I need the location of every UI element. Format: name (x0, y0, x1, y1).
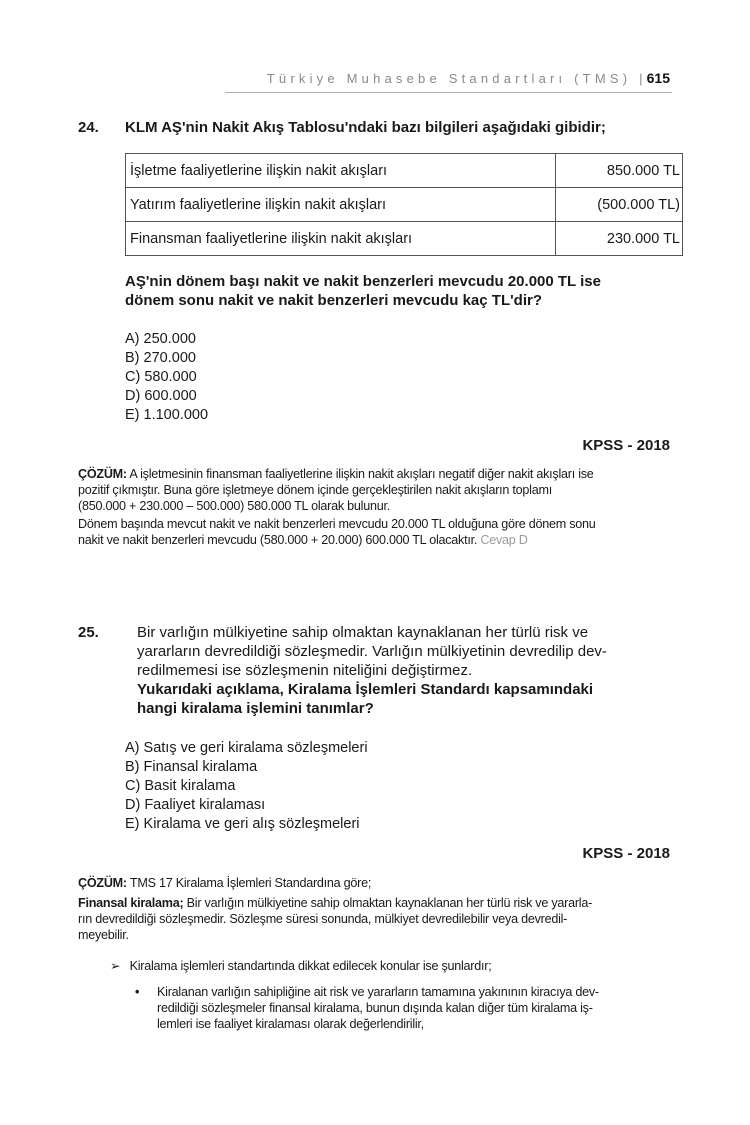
table-cell-value: 850.000 TL (556, 154, 683, 188)
solution-line: Bir varlığın mülkiyetine sahip olmaktan kaynaklanan her türlü risk ve yararla- (183, 896, 593, 910)
question-24-prompt-line-2: dönem sonu nakit ve nakit benzerleri mevcudu kaç TL'dir? (125, 292, 543, 309)
bullet-line: redildiği sözleşmeler finansal kiralama, bunun dışında kalan diğer tüm kiralama iş- (157, 1001, 593, 1015)
question-24-source: KPSS - 2018 (582, 437, 670, 454)
cash-flow-table (125, 153, 683, 256)
solution-line: (850.000 + 230.000 – 500.000) 580.000 TL olarak bulunur. (78, 499, 390, 513)
header-rule (225, 92, 672, 93)
table-cell-label: Yatırım faaliyetlerine ilişkin nakit akışları (126, 188, 556, 222)
solution-line: nakit ve nakit benzerleri mevcudu (580.000 + 20.000) 600.000 TL olacaktır. (78, 533, 478, 547)
option-e: E) Kiralama ve geri alış sözleşmeleri (125, 816, 360, 832)
bullet-line: Kiralanan varlığın sahipliğine ait risk ve yararların tamamına yakınının kiracıya dev- (157, 985, 599, 999)
question-25-number: 25. (78, 624, 99, 641)
answer-label: Cevap D (480, 533, 528, 547)
bullet-point (135, 984, 670, 1032)
page-number: 615 (646, 70, 670, 86)
table-cell-label: İşletme faaliyetlerine ilişkin nakit akışları (126, 154, 556, 188)
solution-label: ÇÖZÜM: (78, 876, 127, 890)
option-b: B) Finansal kiralama (125, 759, 258, 775)
question-25-stem-line-1: Bir varlığın mülkiyetine sahip olmaktan kaynaklanan her türlü risk ve (137, 624, 589, 641)
solution-line: TMS 17 Kiralama İşlemleri Standardına göre; (126, 876, 372, 890)
option-d: D) 600.000 (125, 388, 197, 404)
arrow-bullet-icon: ➢ (110, 959, 121, 973)
question-25-stem-line-2: yararların devredildiği sözleşmedir. Varlığın mülkiyetinin devredilip dev- (137, 643, 607, 660)
financial-leasing-label: Finansal kiralama; (78, 896, 184, 910)
question-24-solution (78, 466, 670, 548)
table-row (126, 154, 683, 188)
option-a: A) 250.000 (125, 331, 196, 347)
arrow-point (110, 958, 670, 974)
running-title: Türkiye Muhasebe Standartları (TMS) (266, 71, 632, 86)
option-c: C) Basit kiralama (125, 778, 236, 794)
header-separator: | (639, 71, 647, 86)
question-25-prompt-line-2: hangi kiralama işlemini tanımlar? (137, 700, 374, 717)
option-a: A) Satış ve geri kiralama sözleşmeleri (125, 740, 368, 756)
question-25-options (125, 739, 368, 834)
solution-line: rın devredildiği sözleşmedir. Sözleşme süresi sonunda, mülkiyet devredilebilir veya devredil- (78, 912, 568, 926)
table-cell-value: 230.000 TL (556, 222, 683, 256)
option-e: E) 1.100.000 (125, 407, 209, 423)
solution-line: Dönem başında mevcut nakit ve nakit benzerleri mevcudu 20.000 TL olduğuna göre dönem sonu (78, 517, 596, 531)
question-24-stem: KLM AŞ'nin Nakit Akış Tablosu'ndaki bazı bilgileri aşağıdaki gibidir; (125, 119, 606, 136)
arrow-point-text: Kiralama işlemleri standartında dikkat edilecek konular ise şunlardır; (129, 959, 492, 973)
bullet-icon: • (135, 985, 140, 999)
question-24-prompt-line-1: AŞ'nin dönem başı nakit ve nakit benzerleri mevcudu 20.000 TL ise (125, 273, 601, 290)
bullet-line: lemleri ise faaliyet kiralaması olarak değerlendirilir, (157, 1017, 424, 1031)
table-cell-label: Finansman faaliyetlerine ilişkin nakit akışları (126, 222, 556, 256)
question-25-solution (78, 875, 670, 943)
table-row (126, 188, 683, 222)
option-d: D) Faaliyet kiralaması (125, 797, 266, 813)
solution-line: A işletmesinin finansman faaliyetlerine ilişkin nakit akışları negatif diğer nakit akışları ise (126, 467, 594, 481)
running-header (225, 70, 670, 86)
table-cell-value: (500.000 TL) (556, 188, 683, 222)
solution-label: ÇÖZÜM: (78, 467, 127, 481)
question-25-stem-line-3: redilmemesi ise sözleşmenin niteliğini değiştirmez. (137, 662, 473, 679)
question-25-source: KPSS - 2018 (582, 845, 670, 862)
question-24-number: 24. (78, 119, 99, 136)
question-24-options (125, 330, 208, 425)
solution-line: pozitif çıkmıştır. Buna göre işletmeye dönem içinde gerçekleştirilen nakit akışların toplamı (78, 483, 552, 497)
option-c: C) 580.000 (125, 369, 197, 385)
option-b: B) 270.000 (125, 350, 196, 366)
question-25-prompt-line-1: Yukarıdaki açıklama, Kiralama İşlemleri Standardı kapsamındaki (137, 681, 594, 698)
solution-line: meyebilir. (78, 928, 129, 942)
table-row (126, 222, 683, 256)
